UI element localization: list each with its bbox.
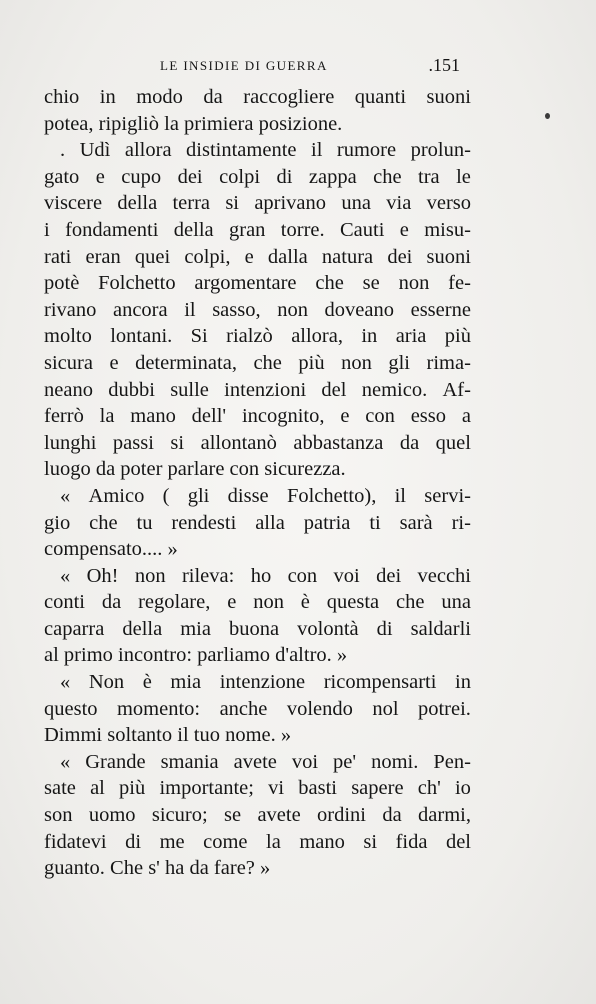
text-line: « Oh! non rileva: ho con voi dei vecchi <box>60 564 471 587</box>
text-line: viscere della terra si aprivano una via verso <box>44 192 471 215</box>
text-line: rivano ancora il sasso, non doveano esserne <box>44 298 471 321</box>
body-text <box>44 84 471 882</box>
text-line: fidatevi di me come la mano si fida del <box>44 830 471 853</box>
text-line: luogo da poter parlare con sicurezza. <box>44 458 346 481</box>
text-line: lunghi passi si allontanò abbastanza da quel <box>44 431 471 454</box>
text-line: i fondamenti della gran torre. Cauti e misu- <box>44 218 471 241</box>
text-line: chio in modo da raccogliere quanti suoni <box>44 86 471 108</box>
text-line: rati eran quei colpi, e dalla natura dei suoni <box>44 245 471 268</box>
text-line: « Amico ( gli disse Folchetto), il servi- <box>60 484 471 507</box>
text-line: son uomo sicuro; se avete ordini da darmi, <box>44 804 471 827</box>
text-line: ferrò la mano dell' incognito, e con esso a <box>44 405 471 428</box>
text-line: « Grande smania avete voi pe' nomi. Pen- <box>60 750 471 773</box>
text-line: « Non è mia intenzione ricompensarti in <box>60 671 471 694</box>
text-line: gio che tu rendesti alla patria ti sarà ri- <box>44 511 471 534</box>
text-line: caparra della mia buona volontà di saldarli <box>44 617 471 640</box>
text-line: Dimmi soltanto il tuo nome. » <box>44 724 292 747</box>
text-line: . Udì allora distintamente il rumore prolun- <box>60 139 471 162</box>
running-title: LE INSIDIE DI GUERRA <box>160 58 328 73</box>
text-line: questo momento: anche volendo nol potrei. <box>44 697 471 720</box>
text-line: sicura e determinata, che più non gli rima- <box>44 351 471 374</box>
text-line: molto lontani. Si rialzò allora, in aria più <box>44 325 471 348</box>
text-line: potea, ripigliò la primiera posizione. <box>44 112 343 135</box>
page-number: .151 <box>428 55 460 75</box>
text-line: compensato.... » <box>44 538 178 561</box>
text-line: conti da regolare, e non è questa che una <box>44 591 471 614</box>
ink-speck <box>545 113 550 119</box>
text-line: neano dubbi sulle intenzioni del nemico. Af- <box>44 378 471 401</box>
text-line: gato e cupo dei colpi di zappa che tra le <box>44 165 471 188</box>
text-line: potè Folchetto argomentare che se non fe- <box>44 272 471 295</box>
text-line: al primo incontro: parliamo d'altro. » <box>44 644 348 667</box>
page-header <box>160 55 460 78</box>
text-line: sate al più importante; vi basti sapere ch' io <box>44 777 471 800</box>
text-line: guanto. Che s' ha da fare? » <box>44 857 271 880</box>
